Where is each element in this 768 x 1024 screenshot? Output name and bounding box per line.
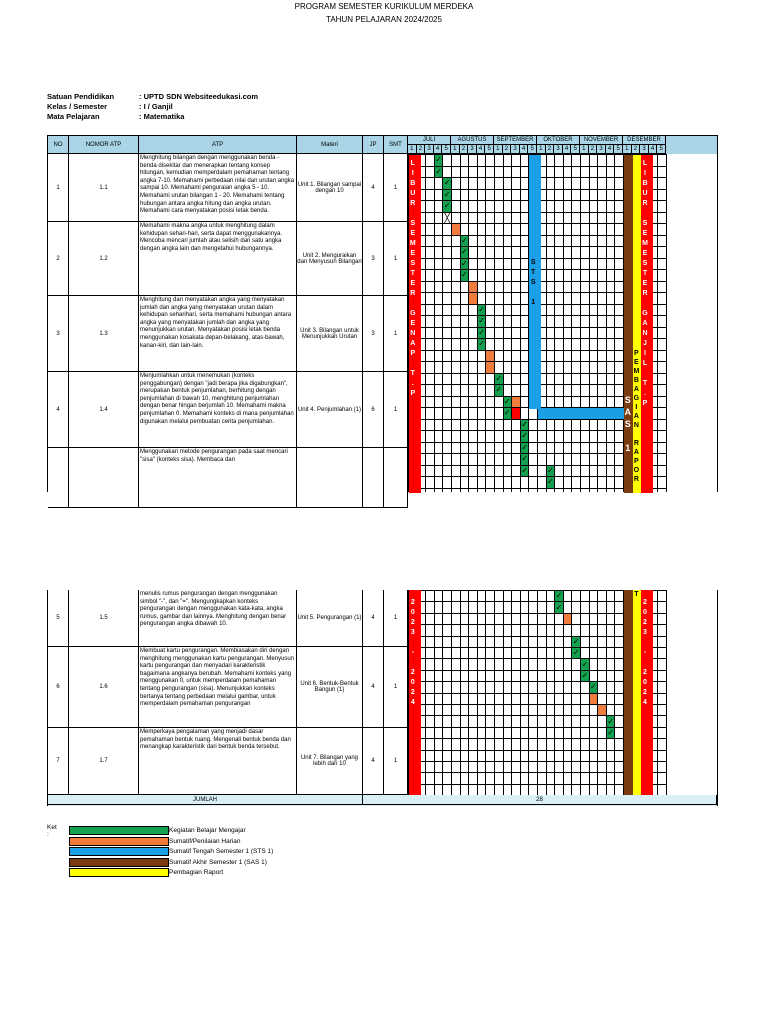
schedule-cell bbox=[512, 397, 520, 408]
row-atp-text: Menjumlahkan untuk menemukan (konteks penggabungan) dengan "jadi berapa jika digabungkan", merupakan bentuk penjumlahan, berhitung dengan penjumlahan di bawah 10, menghitung penjumlahan dengan benar hingan berjumlah 10. Memahami makna penjumlahan 0. Memahami konteks di mana penjumlahan digunakan melalui pembuatan cerita penjumlahan. bbox=[139, 372, 297, 448]
week-number: 4 bbox=[649, 145, 658, 154]
week-number: 2 bbox=[546, 145, 555, 154]
row-jp: 6 bbox=[363, 372, 384, 448]
week-number: 2 bbox=[460, 145, 469, 154]
row-atp-number: 1.2 bbox=[69, 222, 139, 296]
libur-ganjil-year: 2 0 2 3 - 2 0 2 4 bbox=[643, 599, 648, 706]
schedule-cell: ✓ bbox=[478, 327, 485, 337]
week-number: 1 bbox=[623, 145, 632, 154]
schedule-cell: ✓ bbox=[495, 373, 503, 383]
schedule-cell: ✓ bbox=[521, 454, 528, 464]
info-label: Kelas / Semester bbox=[47, 102, 108, 111]
week-number: 5 bbox=[657, 145, 666, 154]
schedule-cell: ✓ bbox=[504, 408, 511, 418]
legend-swatch bbox=[69, 847, 169, 856]
week-number: 3 bbox=[640, 145, 649, 154]
row-atp-number: 1.4 bbox=[69, 372, 139, 448]
sts-label: S T S 1 bbox=[530, 259, 537, 306]
libur-ganjil-label: L I B U R S E M E S T E R G A N J I L T . P bbox=[642, 160, 649, 407]
row-atp-text: Menghitung bilangan dengan menggunakan benda - benda disekitar dan menerapkan tentang konsep hitungan, kemudian memperdalam pemahaman tentang angka 7-10. Memahami perbedaan nilai dan urutan angka sampai 10. Memahami penguraian angka 5 - 10. Memahami urutan bilangan 1 - 20. Memahami tentang hubungan antara angka hitung dan angka urutan. Memahami cara menyatakan posisi letak benda. bbox=[139, 154, 297, 222]
week-number: 4 bbox=[606, 145, 615, 154]
schedule-cell: ✓ bbox=[521, 431, 528, 441]
row-no: 5 bbox=[48, 590, 69, 647]
row-atp-text: menulis rumus pengurangan dengan menggunakan simbol "-", dan "=". Mengungkapkan konteks pengurangan dengan menggunakan kata-kata, angka rumus, gambar dan lainnya. Menghitung dengan benar pengurangan angka dibawah 10. bbox=[139, 590, 297, 647]
schedule-cell bbox=[486, 362, 494, 373]
row-atp-text: Menghitung dan menyatakan angka yang menyatakan jumlah dan angka yang menyatakan urutan dalam kehidupan sehariharí, serta memahami hubungan antara angka yang menyatakan jumlah dan angka yang menunjukkan urutan. Menyatakan posisi letak benda menggunakan kosakata depan-belakang, atas-bawah, kanan-kiri, dan lain-lain. bbox=[139, 296, 297, 372]
header-materi: Materi bbox=[297, 136, 363, 154]
week-number: 5 bbox=[528, 145, 537, 154]
row-atp-text: Menggunakan metode pengurangan pada saat mencari "sisa" (konteks sisa). Membaca dan bbox=[139, 448, 297, 508]
legend-title: Ket : bbox=[47, 824, 57, 838]
week-number: 3 bbox=[511, 145, 520, 154]
legend-swatch bbox=[69, 826, 169, 835]
schedule-cell bbox=[469, 282, 477, 293]
schedule-cell: ✓ bbox=[443, 178, 451, 188]
week-number: 5 bbox=[485, 145, 494, 154]
row-no bbox=[48, 448, 69, 508]
week-number: 1 bbox=[408, 145, 417, 154]
legend-swatch bbox=[69, 868, 169, 877]
week-number: 1 bbox=[537, 145, 546, 154]
schedule-cell: ✓ bbox=[478, 304, 485, 314]
info-label: Mata Pelajaran bbox=[47, 112, 100, 121]
schedule-cell: ✓ bbox=[555, 591, 563, 601]
row-atp-number bbox=[69, 448, 139, 508]
sas-label: S A S 1 bbox=[624, 395, 633, 453]
week-number: 2 bbox=[589, 145, 598, 154]
info-value: : Matematika bbox=[139, 112, 185, 121]
legend-label: Sumatif Akhir Semester 1 (SAS 1) bbox=[169, 858, 267, 866]
legend-swatch bbox=[69, 858, 169, 867]
row-jp: 4 bbox=[363, 590, 384, 647]
schedule-cell bbox=[590, 694, 598, 704]
week-number: 2 bbox=[632, 145, 641, 154]
sts-bar bbox=[538, 408, 624, 419]
title-line-2: TAHUN PELAJARAN 2024/2025 bbox=[326, 15, 442, 24]
row-smt: 1 bbox=[384, 222, 408, 296]
document-title bbox=[0, 0, 768, 26]
week-number: 4 bbox=[563, 145, 572, 154]
pembagian-label: P E M B A G I A N R A P O R bbox=[633, 350, 641, 483]
row-jp: 4 bbox=[363, 728, 384, 795]
row-materi: Unit 7. Bilangan yang lebih dari 10 bbox=[297, 728, 363, 795]
row-materi bbox=[297, 448, 363, 508]
legend-label: Pembagian Raport bbox=[169, 869, 224, 876]
schedule-cell: ✓ bbox=[461, 258, 468, 268]
schedule-cell bbox=[452, 224, 460, 235]
row-no: 7 bbox=[48, 728, 69, 795]
schedule-cell: ✓ bbox=[478, 316, 485, 326]
header-jp: JP bbox=[363, 136, 384, 154]
month-november: NOVEMBER bbox=[580, 136, 623, 145]
header-atp: ATP bbox=[139, 136, 297, 154]
legend-label: Kegiatan Belajar Mengajar bbox=[169, 827, 246, 834]
row-no: 1 bbox=[48, 154, 69, 222]
header-no: NO bbox=[48, 136, 69, 154]
grid-vline bbox=[666, 154, 667, 492]
row-no: 3 bbox=[48, 296, 69, 372]
week-number: 3 bbox=[554, 145, 563, 154]
grid-vline bbox=[666, 590, 667, 795]
schedule-cell: ✓ bbox=[581, 659, 589, 669]
row-no: 4 bbox=[48, 372, 69, 448]
info-value: : UPTD SDN Websiteedukasi.com bbox=[139, 92, 259, 101]
row-atp-text: Memperkaya pengalaman yang menjadi dasar pemahaman bentuk ruang. Mengenali bentuk benda dan menangkap karakteristik dari bentuk benda tersebut. bbox=[139, 728, 297, 795]
row-jp: 4 bbox=[363, 647, 384, 728]
week-number: 5 bbox=[571, 145, 580, 154]
schedule-cell: ✓ bbox=[572, 648, 580, 658]
week-number: 5 bbox=[442, 145, 451, 154]
schedule-cell: ✓ bbox=[590, 682, 597, 692]
week-number: 4 bbox=[520, 145, 529, 154]
schedule-cell: ✓ bbox=[478, 339, 485, 349]
info-label: Satuan Pendidikan bbox=[47, 92, 115, 101]
week-number: 4 bbox=[477, 145, 486, 154]
row-no: 2 bbox=[48, 222, 69, 296]
schedule-cell: ✓ bbox=[461, 247, 468, 257]
month-september: SEPTEMBER bbox=[494, 136, 537, 145]
legend-swatch bbox=[69, 837, 169, 846]
schedule-cell: ✓ bbox=[443, 189, 451, 199]
week-number: 2 bbox=[417, 145, 426, 154]
libur-genap-year: 2 0 2 3 - 2 0 2 4 bbox=[410, 599, 416, 706]
row-materi: Unit 3. Bilangan untuk Menunjukkan Urutan bbox=[297, 296, 363, 372]
schedule-cell bbox=[486, 351, 494, 362]
row-atp-text: Membuat kartu pengurangan. Membiasakan diri dengan menghitung menggunakan kartu pengurangan. Menyusun kartu pengurangan dan menyadari karakteristik bagaimana angkanya berubah. Memahami konteks yang menggunakan 0, untuk memperdalam pemahaman tentang pengurangan (sisa). Menunjukkan konteks bertanya tentang perbedaan melalui gambar, untuk memperdalam pemahaman pengurangan bbox=[139, 647, 297, 728]
schedule-cell bbox=[564, 614, 572, 624]
program-table-bottom bbox=[47, 590, 718, 806]
row-atp-number: 1.7 bbox=[69, 728, 139, 795]
schedule-cell: ✓ bbox=[495, 385, 503, 395]
row-smt: 1 bbox=[384, 647, 408, 728]
header-smt: SMT bbox=[384, 136, 408, 154]
row-jp: 3 bbox=[363, 222, 384, 296]
x-mark: ╳ bbox=[444, 212, 450, 223]
month-oktober: OKTOBER bbox=[537, 136, 580, 145]
info-value: : I / Ganjil bbox=[139, 102, 173, 111]
schedule-cell: ✓ bbox=[443, 201, 451, 211]
row-atp-number: 1.6 bbox=[69, 647, 139, 728]
row-smt: 1 bbox=[384, 296, 408, 372]
legend-label: Sumatif Tengah Semester 1 (STS 1) bbox=[169, 848, 274, 855]
schedule-cell: ✓ bbox=[461, 235, 468, 245]
schedule-cell: ✓ bbox=[555, 602, 563, 612]
total-label: JUMLAH bbox=[48, 795, 363, 805]
row-materi: Unit 2. Menguraikan dan Menyusun Bilangan bbox=[297, 222, 363, 296]
row-smt bbox=[384, 448, 408, 508]
week-number: 1 bbox=[580, 145, 589, 154]
schedule-cell: ✓ bbox=[547, 465, 554, 475]
row-atp-number: 1.5 bbox=[69, 590, 139, 647]
pembagian-tail: T bbox=[634, 591, 640, 598]
header-nomor-atp: NOMOR ATP bbox=[69, 136, 139, 154]
row-materi: Unit 4. Penjumlahan (1) bbox=[297, 372, 363, 448]
row-no: 6 bbox=[48, 647, 69, 728]
week-number: 3 bbox=[425, 145, 434, 154]
week-number: 3 bbox=[597, 145, 606, 154]
week-number: 2 bbox=[503, 145, 512, 154]
row-smt: 1 bbox=[384, 154, 408, 222]
row-smt: 1 bbox=[384, 590, 408, 647]
schedule-cell: ✓ bbox=[607, 727, 614, 737]
week-number: 4 bbox=[434, 145, 443, 154]
month-agustus: AGUSTUS bbox=[451, 136, 494, 145]
month-desember: DESEMBER bbox=[623, 136, 666, 145]
row-atp-number: 1.3 bbox=[69, 296, 139, 372]
libur-genap-label: L I B U R S E M E S T E R G E N A P T . P bbox=[409, 160, 417, 397]
row-smt: 1 bbox=[384, 728, 408, 795]
week-number: 5 bbox=[614, 145, 623, 154]
schedule-cell: ✓ bbox=[521, 442, 528, 452]
row-materi: Unit 1. Bilangan sampai dengan 10 bbox=[297, 154, 363, 222]
schedule-cell: ✓ bbox=[607, 716, 614, 726]
schedule-cell bbox=[512, 408, 520, 419]
program-table-top bbox=[47, 135, 718, 492]
schedule-cell: ✓ bbox=[435, 166, 442, 176]
schedule-cell: ✓ bbox=[435, 155, 442, 165]
title-line-1: PROGRAM SEMESTER KURIKULUM MERDEKA bbox=[294, 2, 474, 11]
schedule-cell: ✓ bbox=[521, 465, 528, 475]
schedule-cell: ✓ bbox=[572, 636, 580, 646]
schedule-cell: ✓ bbox=[461, 270, 468, 280]
schedule-cell bbox=[469, 293, 477, 304]
legend-label: Sumatif/Penilaian Harian bbox=[169, 837, 241, 845]
row-materi: Unit 5. Pengurangan (1) bbox=[297, 590, 363, 647]
row-atp-number: 1.1 bbox=[69, 154, 139, 222]
total-value: 28 bbox=[363, 795, 717, 805]
week-number: 1 bbox=[451, 145, 460, 154]
schedule-cell bbox=[598, 705, 606, 715]
schedule-cell: ✓ bbox=[547, 477, 554, 487]
row-jp: 3 bbox=[363, 296, 384, 372]
row-smt: 1 bbox=[384, 372, 408, 448]
row-atp-text: Memahami makna angka untuk menghitung dalam kehidupan sehari-hari, serta dapat menggunakannya. Mencoba mencari jumlah atau selisih dari satu angka dengan angka lain dan mengetahui hubungannya. bbox=[139, 222, 297, 296]
month-juli: JULI bbox=[408, 136, 451, 145]
week-number: 1 bbox=[494, 145, 503, 154]
schedule-cell: ✓ bbox=[504, 396, 511, 406]
row-materi: Unit 6. Bentuk-Bentuk Bangun (1) bbox=[297, 647, 363, 728]
row-jp bbox=[363, 448, 384, 508]
week-number: 3 bbox=[468, 145, 477, 154]
schedule-cell: ✓ bbox=[581, 670, 589, 680]
row-jp: 4 bbox=[363, 154, 384, 222]
schedule-cell: ✓ bbox=[521, 419, 528, 429]
